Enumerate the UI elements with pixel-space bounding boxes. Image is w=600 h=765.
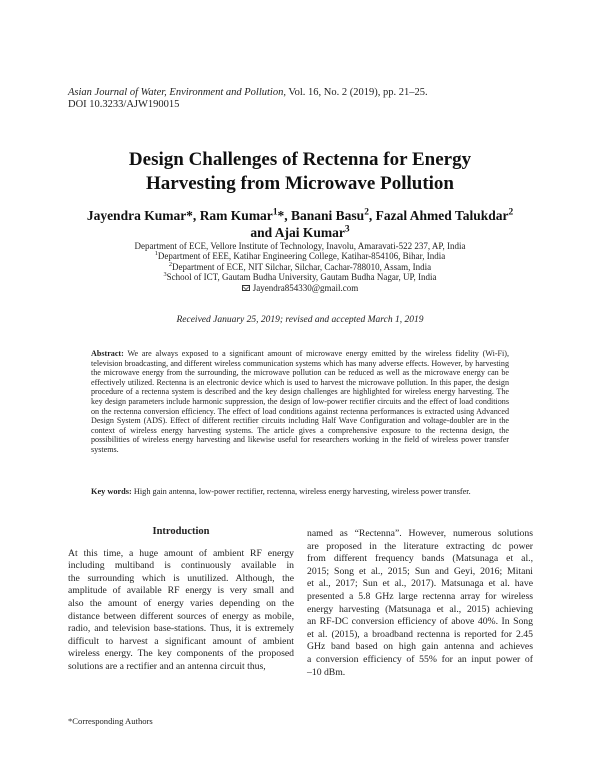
- text-line: difficult to harvest a significant amount of ambient: [68, 635, 294, 647]
- envelope-icon: [242, 285, 250, 291]
- footnote-corresponding: *Corresponding Authors: [68, 716, 153, 726]
- column-right: [307, 528, 533, 679]
- keywords-label: Key words:: [91, 487, 132, 496]
- text-line: are proposed in the literature extracting dc power: [307, 540, 533, 552]
- author-3: Banani Basu$^2$,: [291, 207, 373, 223]
- text-line: a conversion efficiency of 55% for an input power of: [307, 653, 533, 665]
- affiliation-0: Department of ECE, Vellore Institute of Technology, Inavolu, Amaravati-522 237, AP, India: [134, 241, 466, 251]
- received-dates: Received January 25, 2019; revised and accepted March 1, 2019: [176, 315, 424, 325]
- keywords-text: High gain antenna, low-power rectifier, rectenna, wireless energy harvesting, wireless power transfer.: [131, 487, 471, 496]
- text-line: amplitude of available RF energy is very small and: [68, 585, 294, 597]
- author-2: Ram Kumar$^1$*,: [199, 207, 288, 223]
- affiliation-3: $^3$School of ICT, Gautam Budha University, Gautam Budha Nagar, UP, India: [163, 271, 437, 283]
- text-line: et al. (2015), a broadband rectenna is reported for 2.45: [307, 628, 533, 640]
- abstract: [91, 349, 509, 455]
- author-5: Ajai Kumar$^3$: [274, 224, 350, 240]
- intro-paragraph-left: [68, 548, 294, 674]
- author-list: [60, 207, 540, 241]
- email-line: [60, 283, 540, 293]
- affiliation-1: $^1$Department of EEE, Katihar Engineering College, Katihar-854106, Bihar, India: [154, 250, 446, 262]
- text-line: presented a 5.8 GHz large rectenna array for wireless: [307, 590, 533, 602]
- author-1: Jayendra Kumar*,: [86, 208, 197, 223]
- title-line-2: Harvesting from Microwave Pollution: [146, 173, 454, 194]
- title-line-1: Design Challenges of Rectenna for Energy: [128, 149, 472, 170]
- text-line: wireless energy. The key components of the proposed: [68, 648, 294, 660]
- keywords: [91, 487, 531, 497]
- affiliations: [60, 241, 540, 293]
- author-line-1: [60, 207, 540, 224]
- section-heading-introduction: Introduction: [152, 526, 210, 537]
- text-line: et al., 2017; Sun et al., 2017). Matsunaga et al. have: [307, 578, 533, 590]
- text-line: GHz band based on high gain antenna and achieves: [307, 641, 533, 653]
- email-address[interactable]: Jayendra854330@gmail.com: [252, 282, 359, 293]
- text-line: an RF-DC conversion efficiency of above 40%. In Song: [307, 616, 533, 628]
- paper-title: [60, 148, 540, 196]
- abstract-text: We are always exposed to a significant amount of microwave energy emitted by the wireless fidelity (Wi-Fi), television broadcasting, and different wireless communication systems which has many adverse effects. However, by harvesting the microwave energy from the surrounding, the microwave pollution can be reduced as well as the microwave energy can be effectively utilized. Rectenna is an electronic device which is used to harvest the microwave pollution. In this paper, the design procedure of a rectenna system is described and the key design challenges are highlighted for wireless energy harvesting. The key design parameters include harmonic suppression, the design of low-power rectifier circuits and the effect of load conditions on the rectenna conversion efficiency. The effect of load conditions against rectenna performances is extracted using Advanced Design System (ADS). Effect of different rectifier circuits including Half Wave Configuration and voltage-doubler are in the context of wireless energy harvesting systems. The article gives a comprehensive exposure to the rectenna design, the possibilities of wireless energy harvesting and likewise useful for researchers working in the field of wireless power transfer systems.: [91, 349, 509, 454]
- journal-issue: Vol. 16, No. 2 (2019), pp. 21–25.: [285, 87, 428, 98]
- text-line: including multiband is continuously available in: [68, 560, 294, 572]
- text-line: the surrounding which is unutilized. Although, the: [68, 572, 294, 584]
- text-line: energy harvesting (Matsunaga et al., 2015) achieving: [307, 603, 533, 615]
- text-line: distance between different sources of energy as mobile,: [68, 610, 294, 622]
- abstract-label: Abstract:: [91, 349, 124, 358]
- author-4: Fazal Ahmed Talukdar$^2$: [375, 207, 514, 223]
- column-left: [68, 526, 294, 674]
- journal-citation: [68, 86, 538, 99]
- journal-name: Asian Journal of Water, Environment and Pollution,: [68, 87, 286, 98]
- text-line: from different frequency bands (Matsunaga et al.,: [307, 553, 533, 565]
- author-line-2: and Ajai Kumar$^3$: [250, 224, 350, 240]
- text-line: At this time, a huge amount of ambient RF energy: [68, 547, 294, 559]
- text-line: also the amount of energy varies depending on the: [68, 597, 294, 609]
- doi: DOI 10.3233/AJW190015: [68, 99, 180, 110]
- text-line: named as “Rectenna”. However, numerous solutions: [307, 528, 533, 539]
- intro-paragraph-right: [307, 528, 533, 679]
- text-line: –10 dBm.: [307, 666, 346, 678]
- text-line: 2015; Song et al., 2015; Sun and Geyi, 2016; Mitani: [307, 565, 533, 577]
- affiliation-2: $^2$Department of ECE, NIT Silchar, Silchar, Cachar-788010, Assam, India: [168, 260, 432, 272]
- text-line: solutions are a rectifier and an antenna circuit thus,: [68, 660, 266, 672]
- text-line: radio, and television base-stations. Thus, it is extremely: [68, 623, 294, 635]
